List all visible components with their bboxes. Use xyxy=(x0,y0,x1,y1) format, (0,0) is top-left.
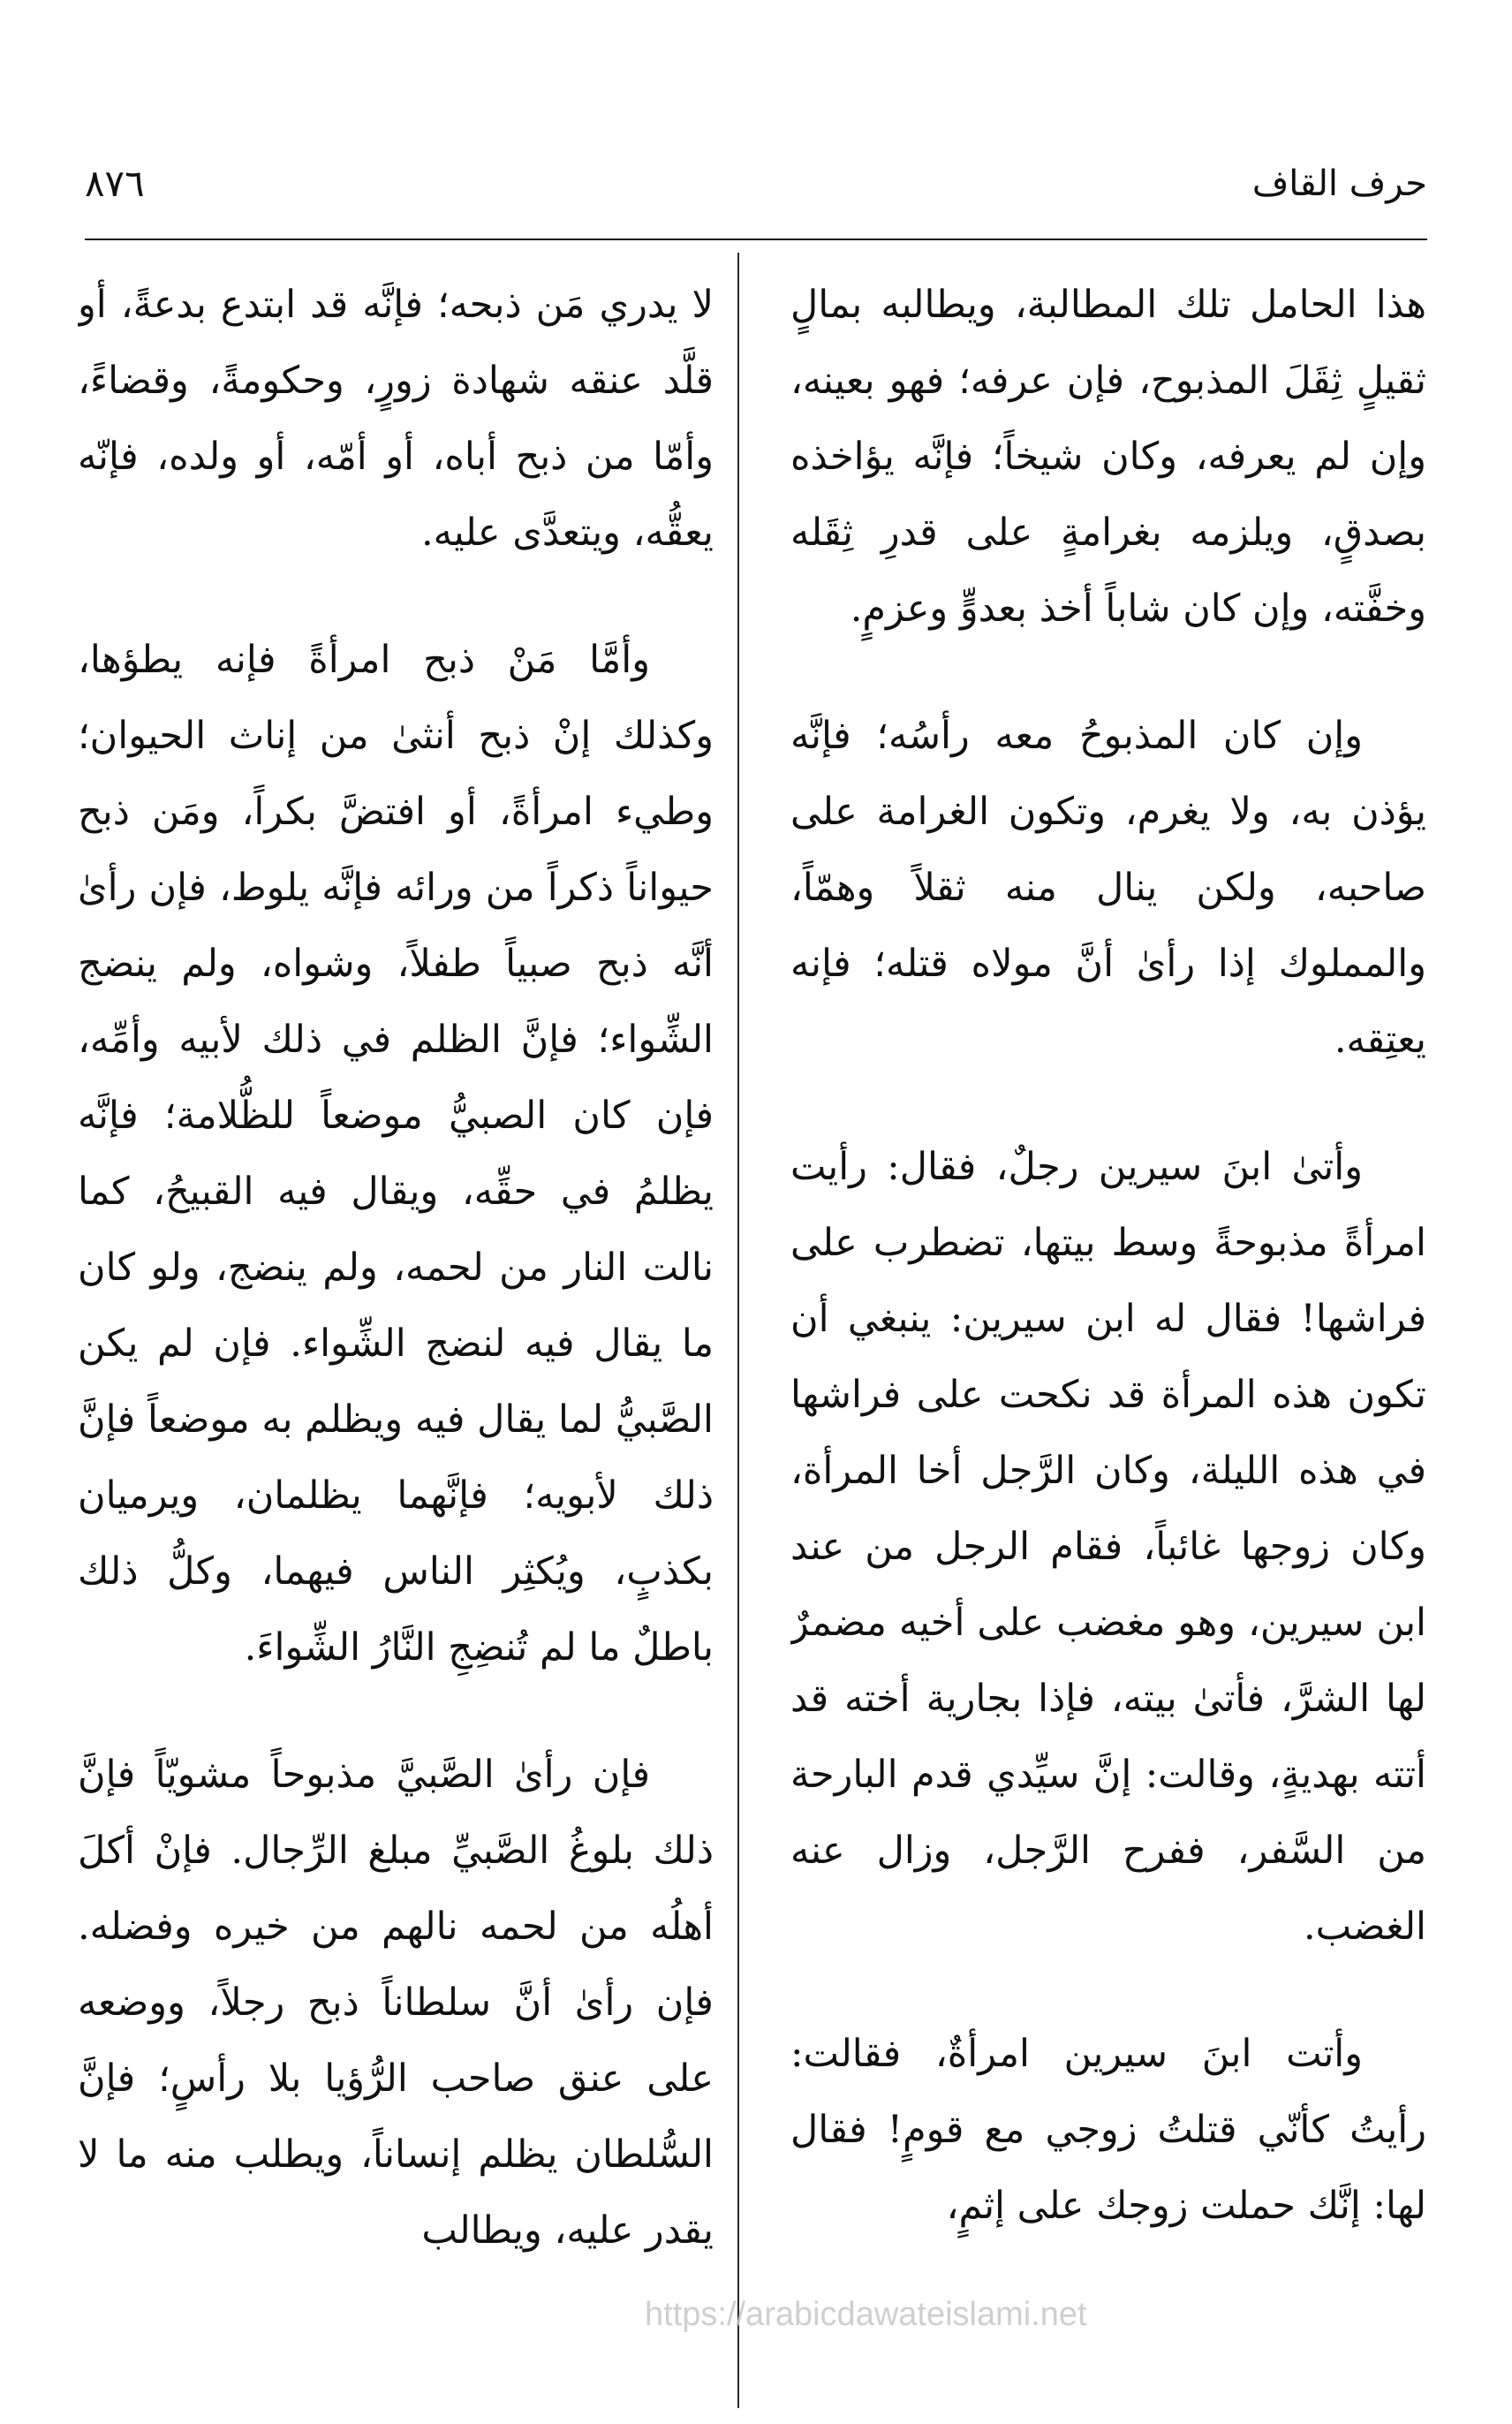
paragraph: وأمَّا مَنْ ذبح امرأةً فإنه يطؤها، وكذلك إنْ ذبح أنثىٰ من إناث الحيوان؛ وطيء امرأةً، أو افتضَّ بكراً، ومَن ذبح حيواناً ذكراً من ورائه فإنَّه يلوط، فإن رأىٰ أنَّه ذبح صبياً طفلاً، وشواه، ولم ينضج الشِّواء؛ فإنَّ الظلم في ذلك لأبيه وأمِّه، فإن كان الصبيُّ موضعاً للظُّلامة؛ فإنَّه يظلمُ في حقِّه، ويقال فيه القبيحُ، كما نالت النار من لحمه، ولم ينضج، ولو كان ما يقال فيه لنضج الشِّواء. فإن لم يكن الصَّبيُّ لما يقال فيه ويظلم به موضعاً فإنَّ ذلك لأبويه؛ فإنَّهما يظلمان، ويرميان بكذبٍ، ويُكثِر الناس فيهما، وكلُّ ذلك باطلٌ ما لم تُنضِجِ النَّارُ الشِّواءَ. xyxy=(78,638,714,1670)
paragraph: وإن كان المذبوحُ معه رأسُه؛ فإنَّه يؤذن به، ولا يغرم، وتكون الغرامة على صاحبه، ولكن ينال منه ثقلاً وهمّاً، والمملوك إذا رأىٰ أنَّ مولاه قتله؛ فإنه يعتِقه. xyxy=(790,714,1426,1062)
right-text-column xyxy=(78,267,714,2352)
column-divider xyxy=(737,253,739,2408)
page-number: ٨٧٦ xyxy=(85,162,145,205)
paragraph: فإن رأىٰ الصَّبيَّ مذبوحاً مشويّاً فإنَّ ذلك بلوغُ الصَّبيِّ مبلغ الرِّجال. فإنْ أكلَ أهلُه من لحمه نالهم من خيره وفضله. فإن رأىٰ أنَّ سلطاناً ذبح رجلاً، ووضعه على عنق صاحب الرُّؤيا بلا رأسٍ؛ فإنَّ السُّلطان يظلم إنساناً، ويطلب منه ما لا يقدر عليه، ويطالب xyxy=(78,1753,714,2253)
paragraph: وأتىٰ ابنَ سيرين رجلٌ، فقال: رأيت امرأةً مذبوحةً وسط بيتها، تضطرب على فراشها! فقال له ابن سيرين: ينبغي أن تكون هذه المرأة قد نكحت على فراشها في هذه الليلة، وكان الرَّجل أخا المرأة، وكان زوجها غائباً، فقام الرجل من عند ابن سيرين، وهو مغضب على أخيه مضمرٌ لها الشرَّ، فأتىٰ بيته، فإذا بجارية أخته قد أتته بهديةٍ، وقالت: إنَّ سيِّدي قدم البارحة من السَّفر، ففرح الرَّجل، وزال عنه الغضب. xyxy=(790,1145,1426,1949)
paragraph: لا يدري مَن ذبحه؛ فإنَّه قد ابتدع بدعةً، أو قلَّد عنقه شهادة زورٍ، وحكومةً، وقضاءً، وأمّا من ذبح أباه، أو أمّه، أو ولده، فإنّه يعقُّه، ويتعدَّى عليه. xyxy=(78,283,714,555)
paragraph: هذا الحامل تلك المطالبة، ويطالبه بمالٍ ثقيلٍ ثِقَلَ المذبوح، فإن عرفه؛ فهو بعينه، وإن لم يعرفه، وكان شيخاً؛ فإنَّه يؤاخذه بصدقٍ، ويلزمه بغرامةٍ على قدرِ ثِقَله وخفَّته، وإن كان شاباً أخذ بعدوٍّ وعزمٍ. xyxy=(790,283,1426,631)
header-divider xyxy=(85,239,1427,240)
left-text-column xyxy=(790,267,1426,2352)
page-header xyxy=(85,157,1427,237)
paragraph: وأتت ابنَ سيرين امرأةٌ، فقالت: رأيتُ كأنّي قتلتُ زوجي مع قومٍ! فقال لها: إنَّك حملت زوجك على إثمٍ، xyxy=(790,2032,1426,2228)
website-watermark: https://arabicdawateislami.net xyxy=(645,2296,1087,2333)
chapter-title: حرف القاف xyxy=(1251,163,1427,204)
